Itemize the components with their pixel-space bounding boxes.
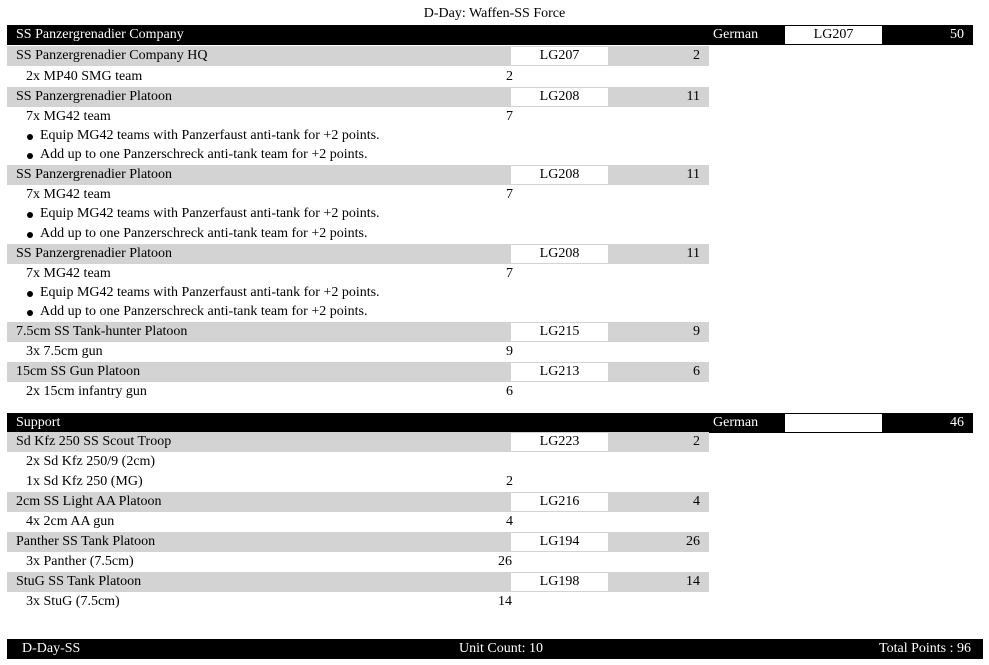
unit-line [0,264,989,284]
platoon-name: SS Panzergrenadier Platoon [16,89,173,104]
section-nation: German [713,415,759,430]
total-points: Total Points : 96 [879,641,971,656]
platoon-code: LG208 [511,245,608,263]
platoon-header [7,87,709,107]
unit-name: 2x 15cm infantry gun [26,384,147,399]
platoon-header [7,532,709,552]
platoon-header [7,432,709,452]
platoon-points: 9 [693,324,700,339]
platoon-points: 26 [686,534,700,549]
platoon-name: 15cm SS Gun Platoon [16,364,141,379]
platoon-name: SS Panzergrenadier Company HQ [16,48,208,63]
platoon-points: 4 [693,494,700,509]
unit-line [0,382,989,402]
unit-line [0,552,989,572]
platoon-name: Sd Kfz 250 SS Scout Troop [16,434,172,449]
unit-line [0,342,989,362]
platoon-code: LG198 [511,573,608,591]
platoon-points: 14 [686,574,700,589]
platoon-code: LG208 [511,166,608,184]
platoon-name: Panther SS Tank Platoon [16,534,156,549]
section-points: 50 [950,27,964,42]
unit-points: 2 [506,474,513,489]
platoon-header [7,362,709,382]
force-title: D-Day: Waffen-SS Force [423,6,566,21]
bullet-icon [27,212,33,218]
summary-footer [7,639,983,659]
unit-line [0,592,989,612]
platoon-code: LG216 [511,493,608,511]
unit-points: 14 [498,594,512,609]
section-header-support [7,413,973,433]
unit-points: 2 [506,69,513,84]
bullet-icon [27,232,33,238]
unit-count: Unit Count: 10 [459,641,544,656]
platoon-code: LG207 [511,47,608,65]
unit-points: 7 [506,109,513,124]
unit-name: 3x Panther (7.5cm) [26,554,134,569]
bullet-icon [27,291,33,297]
platoon-code: LG208 [511,88,608,106]
platoon-header [7,322,709,342]
option-text: Equip MG42 teams with Panzerfaust anti-tank for +2 points. [40,285,380,300]
platoon-header [7,492,709,512]
option-text: Add up to one Panzerschreck anti-tank team for +2 points. [40,304,368,319]
option-line [0,224,989,243]
unit-points: 9 [506,344,513,359]
unit-points: 7 [506,266,513,281]
unit-line [0,185,989,205]
platoon-header [7,244,709,264]
platoon-points: 2 [693,48,700,63]
unit-name: 7x MG42 team [26,187,111,202]
option-line [0,126,989,145]
platoon-name: 7.5cm SS Tank-hunter Platoon [16,324,188,339]
unit-line [0,452,989,472]
unit-name: 7x MG42 team [26,109,111,124]
option-line [0,302,989,321]
section-code [785,414,882,432]
option-text: Add up to one Panzerschreck anti-tank team for +2 points. [40,226,368,241]
section-name: SS Panzergrenadier Company [16,27,184,42]
platoon-code: LG194 [511,533,608,551]
platoon-code: LG215 [511,323,608,341]
bullet-icon [27,310,33,316]
unit-line [0,472,989,492]
section-name: Support [16,415,61,430]
platoon-name: 2cm SS Light AA Platoon [16,494,162,509]
unit-name: 2x MP40 SMG team [26,69,143,84]
unit-points: 26 [498,554,512,569]
platoon-points: 11 [686,167,700,182]
unit-name: 1x Sd Kfz 250 (MG) [26,474,143,489]
platoon-name: SS Panzergrenadier Platoon [16,167,173,182]
unit-line [0,67,989,87]
unit-points: 6 [506,384,513,399]
platoon-name: SS Panzergrenadier Platoon [16,246,173,261]
platoon-header [7,572,709,592]
platoon-name: StuG SS Tank Platoon [16,574,142,589]
list-name: D-Day-SS [22,641,81,656]
unit-name: 2x Sd Kfz 250/9 (2cm) [26,454,156,469]
platoon-points: 11 [686,246,700,261]
platoon-points: 6 [693,364,700,379]
section-nation: German [713,27,759,42]
section-points: 46 [950,415,964,430]
option-line [0,283,989,302]
platoon-header [7,46,709,66]
platoon-points: 2 [693,434,700,449]
platoon-code: LG223 [511,433,608,451]
section-code: LG207 [785,26,882,44]
section-header-company [7,25,973,45]
unit-line [0,107,989,127]
option-text: Equip MG42 teams with Panzerfaust anti-tank for +2 points. [40,128,380,143]
bullet-icon [27,134,33,140]
option-line [0,145,989,164]
unit-points: 4 [506,514,513,529]
unit-name: 4x 2cm AA gun [26,514,115,529]
unit-name: 3x StuG (7.5cm) [26,594,120,609]
platoon-header [7,165,709,185]
unit-name: 3x 7.5cm gun [26,344,103,359]
unit-line [0,512,989,532]
option-line [0,204,989,223]
option-text: Add up to one Panzerschreck anti-tank team for +2 points. [40,147,368,162]
platoon-points: 11 [686,89,700,104]
option-text: Equip MG42 teams with Panzerfaust anti-tank for +2 points. [40,206,380,221]
bullet-icon [27,153,33,159]
unit-points: 7 [506,187,513,202]
unit-name: 7x MG42 team [26,266,111,281]
platoon-code: LG213 [511,363,608,381]
